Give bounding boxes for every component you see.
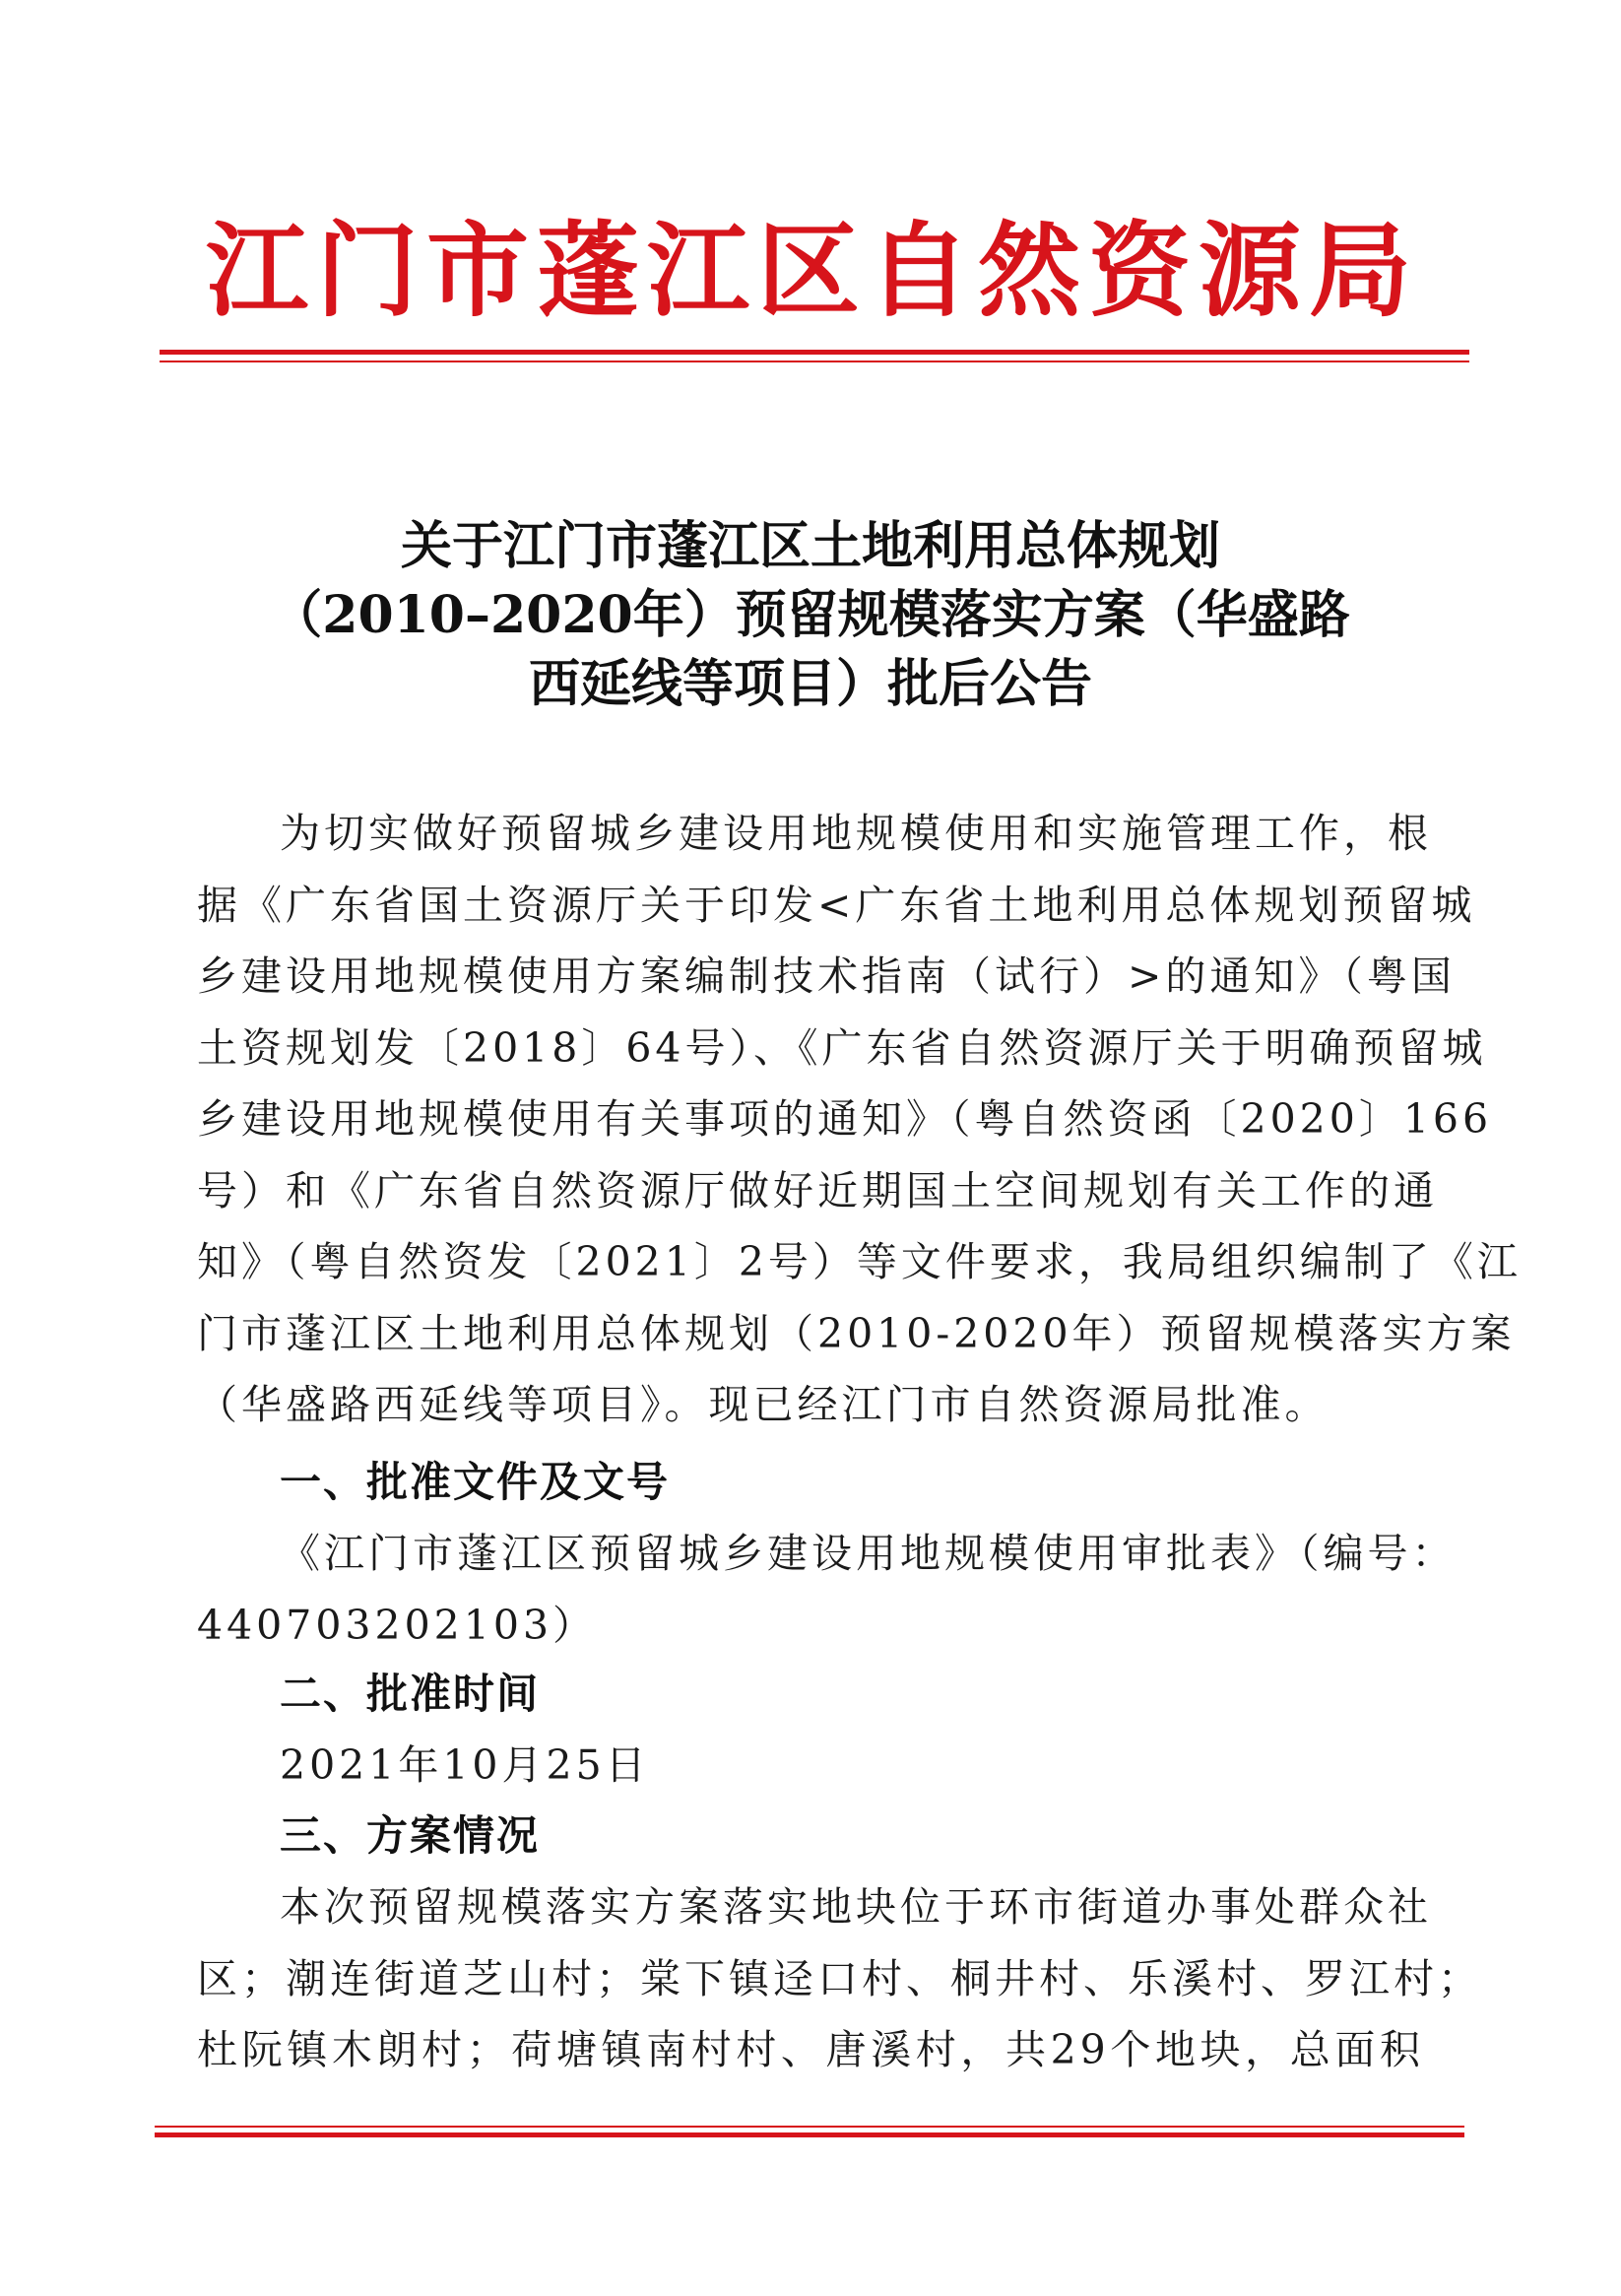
paragraph-line: 据《广东省国土资源厅关于印发<广东省土地利用总体规划预留城 — [197, 881, 1476, 929]
letterhead — [158, 212, 1467, 330]
section-heading-approval-time: 二、批准时间 — [280, 1670, 541, 1718]
paragraph-line: 为切实做好预留城乡建设用地规模使用和实施管理工作，根 — [280, 810, 1432, 857]
paragraph-line: 乡建设用地规模使用方案编制技术指南（试行）>的通知》（粤国 — [197, 952, 1456, 1000]
letterhead-org-name: 江门市蓬江区自然资源局 — [205, 211, 1419, 331]
approval-date: 2021年10月25日 — [280, 1741, 650, 1789]
letterhead-rule-thick — [160, 350, 1469, 355]
plan-details-paragraph — [197, 1871, 1482, 2086]
intro-paragraph — [197, 798, 1522, 1441]
approval-document-name: 《江门市蓬江区预留城乡建设用地规模使用审批表》（编号： — [280, 1530, 1457, 1577]
paragraph-line: （华盛路西延线等项目》。现已经江门市自然资源局批准。 — [197, 1381, 1329, 1428]
paragraph-line: 区；潮连街道芝山村；棠下镇迳口村、桐井村、乐溪村、罗江村； — [197, 1954, 1482, 2002]
section-heading-approval-document: 一、批准文件及文号 — [280, 1458, 671, 1506]
section-heading-plan-details: 三、方案情况 — [280, 1811, 541, 1860]
approval-document-number: 440703202103） — [197, 1602, 598, 1649]
footer-rule-thin — [155, 2126, 1464, 2128]
title-line-3: 西延线等项目）批后公告 — [528, 654, 1092, 714]
letterhead-rule-thin — [160, 361, 1469, 362]
title-line-1: 关于江门市蓬江区土地利用总体规划 — [400, 516, 1220, 576]
footer-rule-thick — [155, 2132, 1464, 2137]
paragraph-line: 乡建设用地规模使用有关事项的通知》（粤自然资函〔2020〕166 — [197, 1095, 1493, 1143]
paragraph-line: 门市蓬江区土地利用总体规划（2010-2020年）预留规模落实方案 — [197, 1309, 1516, 1357]
paragraph-line: 杜阮镇木朗村；荷塘镇南村村、唐溪村，共29个地块，总面积 — [197, 2026, 1424, 2073]
paragraph-line: 土资规划发〔2018〕64号）、《广东省自然资源厅关于明确预留城 — [197, 1023, 1487, 1072]
paragraph-line: 知》（粤自然资发〔2021〕2号）等文件要求，我局组织编制了《江 — [197, 1238, 1522, 1285]
title-line-2: （2010–2020年）预留规模落实方案（华盛路 — [271, 585, 1350, 645]
paragraph-line: 号）和《广东省自然资源厅做好近期国土空间规划有关工作的通 — [197, 1166, 1438, 1214]
document-title — [158, 512, 1463, 719]
paragraph-line: 本次预留规模落实方案落实地块位于环市街道办事处群众社 — [280, 1883, 1432, 1931]
